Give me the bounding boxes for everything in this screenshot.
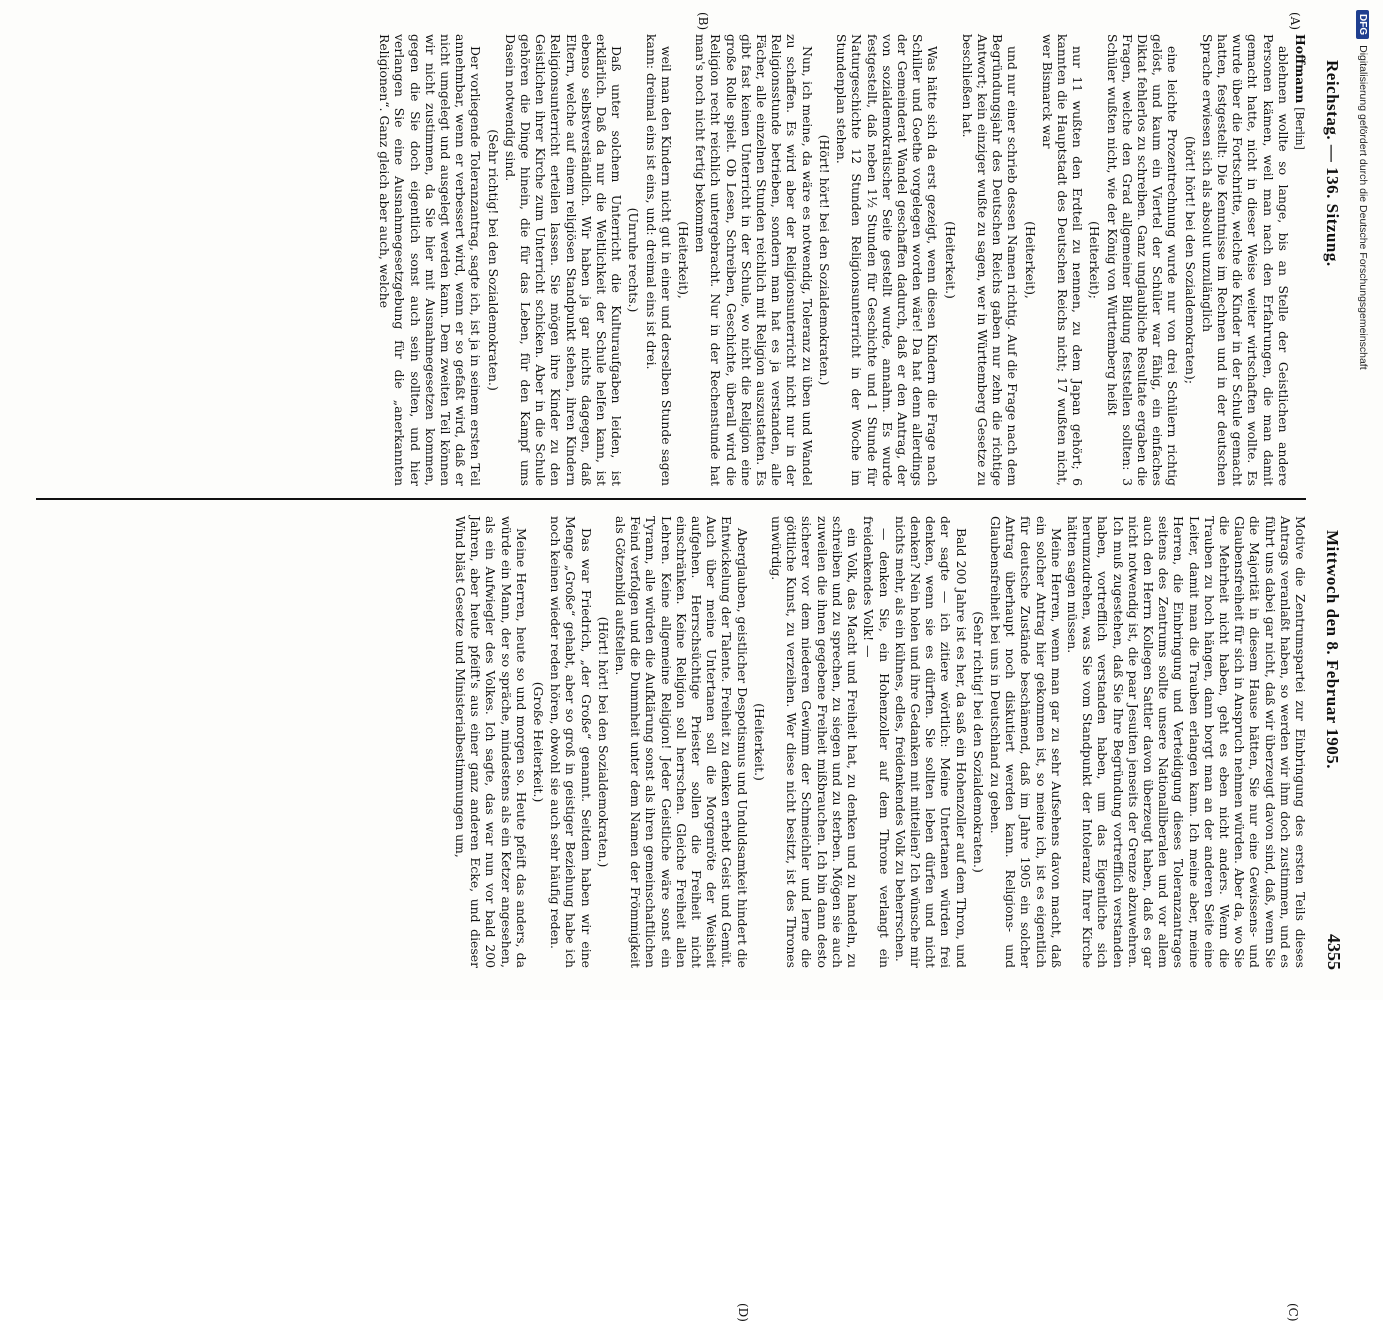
margin-mark-b: (B) [696, 12, 710, 31]
interjection: (Unruhe rechts.) [626, 207, 642, 313]
digitization-credit [1352, 10, 1376, 990]
credit-line [1352, 10, 1374, 990]
speaker-line [1292, 34, 1308, 486]
interjection: (Hört! hört! bei den Sozialdemokraten.) [816, 134, 832, 386]
paragraph: Bald 200 Jahre ist es her, da saß ein Hohenzoller auf dem Thron, und der sagte — ich zitiere wörtlich: Meine Untertanen würden frei denken, wenn sie es dürften. Sie sollten leben dürfen und nicht denken? Nein holen und ihre Gedanken mit mitteilen? Ich wünsche mir nichts mehr, als ein kühnes, edles, freidenkendes Volk zu beherrschen. [892, 516, 969, 968]
speaker-place: [Berlin] [1293, 107, 1306, 150]
interjection: (Sehr richtig! bei den Sozialdemokraten.) [970, 611, 986, 873]
interjection: (Heiterkeit.) [942, 221, 958, 299]
paragraph: Meine Herren, heute so und morgen so. Heute pfeift das anders, da würde ein Mann, der so spräche, mindestens als ein Ketzer angesehen, als ein Aufwiegler des Volkes. Ich sagte, das war nun vor bald 200 Jahren, aber heute pfeift's aus einer ganz anderen Ecke, und dieser Wind bläst Gesetze und Ministerialbestimmungen um, [453, 516, 529, 968]
margin-mark-d-label: (D) [736, 1303, 750, 1322]
interjection: (Heiterkeit.) [751, 703, 767, 781]
paragraph: Der vorliegende Toleranzantrag, sagte ich, ist ja in seinem ersten Teil annehmbar, wenn er verbessert wird, wenn er so gefaßt wird, daß er nicht umgelegt und ausgelegt werden kann. Dem zweiten Teil können wir nicht zustimmen, da Sie hier mit Ausnahmegesetzen kommen, gegen die Sie doch eigentlich sonst auch sein sollten, und hier verlangen Sie eine Ausnahmegesetzgebung für die „anerkannten Religionen“. Ganz gleich aber auch, welche [377, 34, 484, 486]
interjection: (Große Heiterkeit.) [531, 681, 547, 803]
speaker-name: Hoffmann [1293, 34, 1308, 104]
header-date: Mittwoch den 8. Februar 1905. [1323, 530, 1342, 769]
paragraph: — denken Sie, ein Hohenzoller auf dem Throne verlangt ein freidenkendes Volk! — [861, 516, 892, 968]
right-column [28, 516, 1308, 968]
paragraph: Motive die Zentrumspartei zur Einbringung des ersten Teils dieses Antrags veranlaßt haben, so werden wir ihm doch zustimmen, und es führt uns dabei gar nicht, daß wir überzeugt davon sind, daß, wenn Sie die Majorität in diesem Hause hätten, Sie nur eine Gewissens- und Glaubensfreiheit für sich in Anspruch nehmen würden. Aber da, wo Sie die Mehrheit nicht haben, geht es eben nicht anders. Wenn die Trauben zu hoch hängen, dann borgt man an der anderen Seite eine Leiter, damit man die Trauben erlangen kann. Ich meine aber, meine Herren, die Einbringung und Verteidigung dieses Toleranzantrages seitens des Zentrums sollte unsere Nationalliberalen und vor allem auch den Herrn Kollegen Sattler davon überzeugt haben, daß es gar nicht notwendig ist, die paar Jesuiten jenseits der Grenze abzuwehren. Ich muß zugestehen, daß Sie Ihre Begründung vortrefflich verstanden haben, vortrefflich verstanden haben, um das Eigentliche sich herumzudrehen, was Sie vom Standpunkt der Intoleranz Ihrer Kirche hätten sagen müssen. [1064, 516, 1308, 968]
left-column [28, 34, 1308, 486]
header-session: Reichstag. — 136. Sitzung. [1323, 60, 1342, 267]
rotated-document-page [20, 10, 1350, 1322]
interjection: (Heiterkeit); [1087, 221, 1103, 299]
credit-text: Digitalisierung gefördert durch die Deutsche Forschungsgemeinschaft [1357, 45, 1369, 370]
paragraph: weil man den Kindern nicht gut in einer und derselben Stunde sagen kann: dreimal eins ist eins, und: dreimal eins ist drei. [643, 34, 674, 486]
margin-mark-c-label: (C) [1286, 1303, 1300, 1322]
paragraph: Aberglauben, geistlicher Despotismus und Unduldsamkeit hindert die Entwickelung der Talente. Freiheit zu denken erhebt Geist und Gemüt. Auch über meine Untertanen soll die Morgenröte der Weisheit aufgehen. Herrschsüchtige Priester sollen die Freiheit nicht einschränken. Keine Religion soll herrschen. Gleiche Freiheit allen Lehren. Keine allgemeine Religion! Jeder Geistliche wäre sonst ein Tyrann, alle würden die Aufklärung sonst als ihren gemeinschaftlichen Feind verfolgen und die Dummheit unter dem Namen der Frömmigkeit als Götzenbild aufstellen. [613, 516, 750, 969]
interjection: (Heiterkeit), [1022, 221, 1038, 299]
paragraph: nur 11 wußten den Erdteil zu nennen, zu dem Japan gehört; 6 kannten die Hauptstadt des Deutschen Reichs nicht; 17 wußten nicht, wer Bismarck war [1039, 34, 1086, 486]
paragraph: Nun, ich meine, da wäre es notwendig, Toleranz zu üben und Wandel zu schaffen. Es wird aber der Religionsunterricht nicht nur in der Religionsstunde betrieben, sondern man hat es ja verstanden, alle Fächer, alle einzelnen Stunden reichlich mit Religion auszustatten. Es gibt fast keinen Unterricht in der Schule, wo nicht die Religion eine große Rolle spielt. Ob Lesen, Schreiben, Geschichte, überall wird die Religion recht reichlich untergebracht. Nur in der Rechenstunde hat man's noch nicht fertig bekommen [693, 34, 815, 486]
paragraph: und nur einer schrieb dessen Namen richtig. Auf die Frage nach dem Begründungsjahr des Deutschen Reichs gaben nur zehn die richtige Antwort; kein einziger wußte zu sagen, wer in Württemberg Gesetze zu beschließen hat. [959, 34, 1021, 486]
interjection: (Hört! hört! bei den Sozialdemokraten.) [595, 616, 611, 868]
column-divider [36, 498, 1306, 500]
paragraph: Daß unter solchem Unterricht die Kulturaufgaben leiden, ist erklärlich. Daß da nur die Weltlichkeit der Schule helfen kann, ist ebenso selbstverständlich. Wir haben ja gar nichts dagegen, daß Eltern, welche auf einem religiösen Standpunkt stehen, ihren Kindern Religionsunterricht erteilen lassen. Sie mögen ihre Kinder zu den Geistlichen ihrer Kirche zum Unterricht schicken. Aber in die Schule gehören die Dinge hinein, die für das Leben, für den Kampf ums Dasein notwendig sind. [502, 34, 625, 486]
dfg-logo: DFG [1357, 10, 1370, 39]
paragraph: Das war Friedrich, „der Große“ genannt. Seitdem haben wir eine Menge „Große“ gehabt, aber so groß in geistiger Beziehung habe ich noch keinen wieder reden hören, obwohl sie auch sehr häufig reden. [548, 516, 594, 968]
paragraph: Meine Herren, wenn man gar zu sehr Aufsehens davon macht, daß ein solcher Antrag hier gekommen ist, so meine ich, ist es eigentlich für deutsche Zustände beschämend, daß im Jahre 1905 ein solcher Antrag überhaupt noch diskutiert werden kann. Religions- und Glaubensfreiheit bei uns in Deutschland zu geben. [987, 516, 1064, 968]
margin-mark-a: (A) [1288, 12, 1302, 31]
interjection: (Sehr richtig! bei den Sozialdemokraten.) [485, 129, 501, 391]
page-number: 4355 [1324, 934, 1344, 970]
paragraph: eine leichte Prozentrechnung wurde nur von drei Schülern richtig gelöst, und kaum ein Viertel der Schüler war fähig, ein einfaches Diktat fehlerlos zu schreiben. Ganz unglaubliche Resultate ergaben die Fragen, welche den Grad allgemeiner Bildung feststellen sollten: 3 Schüler wußten nicht, wie der König von Württemberg heißt [1104, 34, 1181, 486]
interjection: (hört! hört! bei den Sozialdemokraten); [1182, 135, 1198, 385]
running-header [1312, 10, 1350, 990]
interjection: (Heiterkeit), [676, 221, 692, 299]
paragraph: ein Volk, das Macht und Freiheit hat, zu denken und zu handeln, zu schreiben und zu sprechen, zu siegen und zu sterben. Mögen sie auch zuweilen die ihnen gegebene Freiheit mißbrauchen. Ich bin dann desto sicherer vor dem niederen Gewimm der Schmeichler und lerne die göttliche Kunst, zu verzeihen. Wer diese nicht besitzt, ist des Thrones unwürdig. [769, 516, 861, 968]
paragraph: ablehnen wollte so lange, bis an Stelle der Geistlichen andere Personen kämen, weil man nach den Erfahrungen, die man damit gemacht hatte, nicht in dieser Weise weiter wirtschaften wollte. Es wurde über die Fortschritte, welche die Kinder in der Schule gemacht hatten, festgestellt: Die Kenntnisse im Rechnen und in der deutschen Sprache erwiesen sich als absolut unzulänglich [1199, 34, 1291, 486]
paragraph: Was hätte sich da erst gezeigt, wenn diesen Kindern die Frage nach Schiller und Goethe vorgelegen worden wäre! Da hat denn allerdings der Gemeinderat Wandel geschaffen dadurch, daß er den Antrag, der von sozialdemokratischer Seite gestellt wurde, annahm. Es wurde festgestellt, daß neben 1½ Stunden für Geschichte und 1 Stunde für Naturgeschichte 12 Stunden Religionsunterricht in der Woche im Stundenplan stehen. [834, 34, 941, 486]
